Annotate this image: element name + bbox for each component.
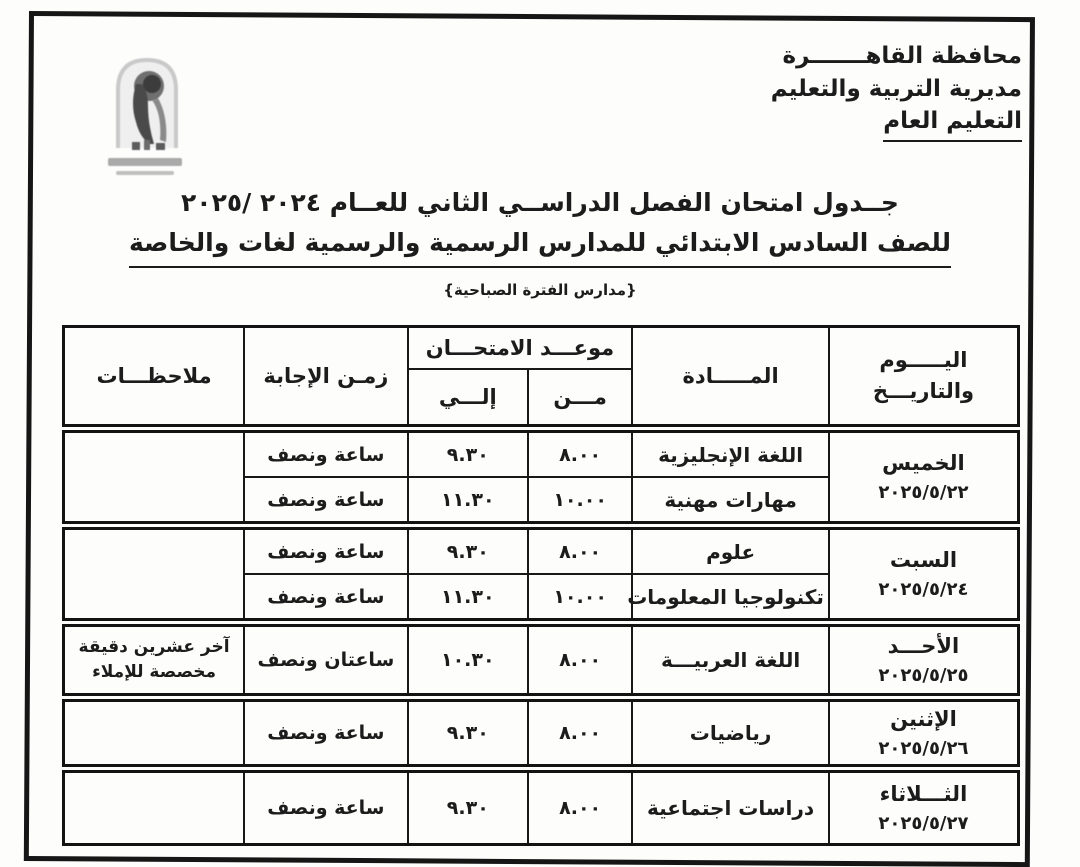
- duration-cell: ساعة ونصف: [244, 701, 408, 766]
- notes-cell: [64, 701, 245, 766]
- day-date: ٢٠٢٥/٥/٢٥: [878, 665, 969, 687]
- schedule-group-tuesday: [62, 770, 1020, 846]
- exam-title-line-1: جــدول امتحان الفصل الدراســي الثاني للعــام ٢٠٢٤ /٢٠٢٥: [181, 188, 899, 217]
- schedule-header: [62, 325, 1020, 427]
- duration-cell: ساعة ونصف: [244, 772, 408, 845]
- day-date: ٢٠٢٥/٥/٢٢: [878, 482, 969, 504]
- duration-cell: ساعة ونصف: [244, 574, 408, 620]
- notes-cell: [64, 432, 245, 523]
- from-time-cell: ٨.٠٠: [528, 432, 632, 478]
- notes-cell: آخر عشرين دقيقة مخصصة للإملاء: [64, 626, 245, 695]
- schedule-group-saturday: [62, 527, 1020, 621]
- to-time-cell: ١٠.٣٠: [408, 626, 528, 695]
- from-time-cell: ١٠.٠٠: [528, 477, 632, 523]
- table-row: [64, 772, 1019, 845]
- day-name: الثـــلاثاء: [879, 781, 968, 806]
- to-time-cell: ١١.٣٠: [408, 574, 528, 620]
- col-header-to: إلـــي: [408, 369, 528, 426]
- day-name: الخميس: [882, 450, 965, 475]
- morning-schools-subtitle: {مدارس الفترة الصباحية}: [443, 281, 637, 299]
- day-date-cell: [829, 529, 1019, 620]
- duration-cell: ساعة ونصف: [244, 529, 408, 575]
- emblem-graphic: [92, 44, 196, 184]
- day-date-cell: [829, 432, 1019, 523]
- to-time-cell: ٩.٣٠: [408, 772, 528, 845]
- from-time-cell: ٨.٠٠: [528, 529, 632, 575]
- duration-cell: ساعتان ونصف: [244, 626, 408, 695]
- schedule-group-monday: [62, 699, 1020, 767]
- to-time-cell: ٩.٣٠: [408, 432, 528, 478]
- table-row: [64, 626, 1019, 695]
- day-name: الأحـــد: [887, 633, 960, 658]
- org-line-general-education: التعليم العام: [771, 105, 1022, 142]
- day-date: ٢٠٢٥/٥/٢٧: [878, 813, 969, 835]
- duration-cell: ساعة ونصف: [244, 477, 408, 523]
- org-line-governorate: محافظة القاهـــــــرة: [782, 43, 1022, 69]
- to-time-cell: ٩.٣٠: [408, 529, 528, 575]
- schedule-group-thursday: [62, 430, 1020, 524]
- subject-cell: رياضيات: [632, 701, 829, 766]
- from-time-cell: ١٠.٠٠: [528, 574, 632, 620]
- table-row: [64, 529, 1019, 575]
- org-header: [771, 40, 1022, 142]
- notes-cell: [64, 772, 245, 845]
- subject-cell: تكنولوجيا المعلومات: [632, 574, 829, 620]
- subject-cell: اللغة الإنجليزية: [632, 432, 829, 478]
- day-date-cell: [829, 772, 1019, 845]
- org-line-directorate: مديرية التربية والتعليم: [770, 75, 1022, 102]
- day-name: الإثنين: [890, 706, 957, 731]
- day-date-cell: [829, 701, 1019, 766]
- duration-cell: ساعة ونصف: [244, 432, 408, 478]
- table-row: [64, 432, 1019, 478]
- col-header-notes: ملاحظـــات: [64, 327, 245, 426]
- table-row: [64, 701, 1019, 766]
- subject-cell: اللغة العربيـــة: [632, 626, 829, 695]
- subject-cell: علوم: [632, 529, 829, 575]
- col-header-from: مـــن: [528, 369, 632, 426]
- from-time-cell: ٨.٠٠: [528, 772, 632, 845]
- notes-cell: [64, 529, 245, 620]
- col-header-subject: المـــــادة: [632, 327, 829, 426]
- education-directorate-emblem-icon: [92, 44, 196, 188]
- day-date: ٢٠٢٥/٥/٢٤: [878, 579, 969, 601]
- exam-title-line-2: للصف السادس الابتدائي للمدارس الرسمية والرسمية لغات والخاصة: [60, 223, 1020, 268]
- subject-cell: مهارات مهنية: [632, 477, 829, 523]
- from-time-cell: ٨.٠٠: [528, 701, 632, 766]
- day-name: السبت: [889, 547, 958, 572]
- exam-title: [60, 183, 1020, 268]
- col-header-exam-time: موعـــد الامتحـــان: [408, 327, 633, 370]
- day-date-cell: [829, 626, 1019, 695]
- col-header-duration: زمـن الإجابة: [244, 327, 408, 426]
- col-header-day: اليـــــوم والتاريـــخ: [829, 327, 1019, 426]
- from-time-cell: ٨.٠٠: [528, 626, 632, 695]
- subject-cell: دراسات اجتماعية: [632, 772, 829, 845]
- to-time-cell: ١١.٣٠: [408, 477, 528, 523]
- to-time-cell: ٩.٣٠: [408, 701, 528, 766]
- schedule-group-sunday: [62, 624, 1020, 696]
- day-date: ٢٠٢٥/٥/٢٦: [878, 738, 969, 760]
- exam-schedule-table: [62, 325, 1020, 846]
